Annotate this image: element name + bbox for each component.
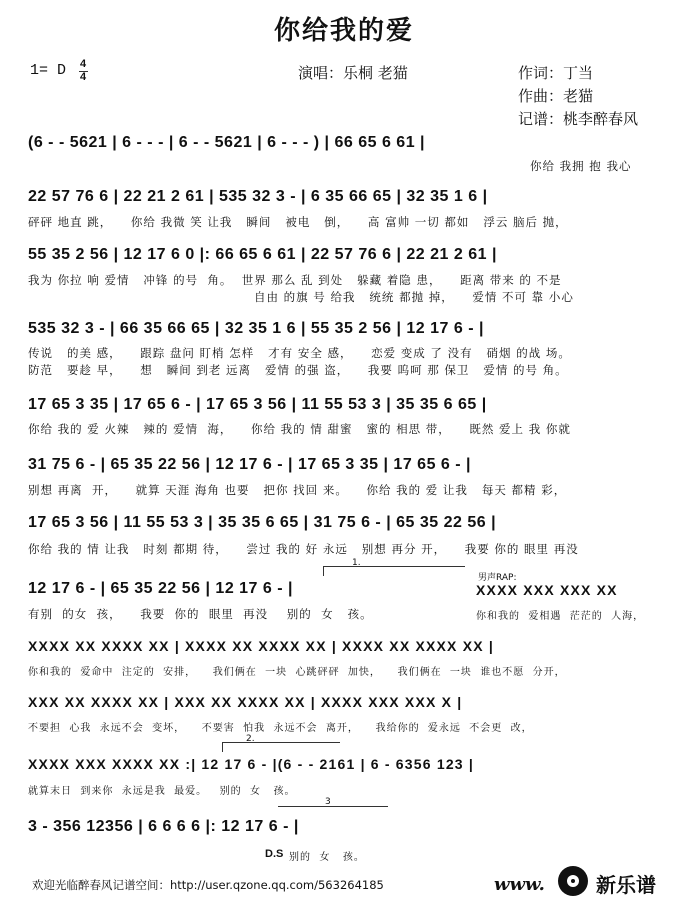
ds-marker: D.S (265, 848, 284, 860)
triplet-mark: 3 (325, 797, 331, 807)
score-row-12-lyrics: 别的 女 孩。 (289, 852, 365, 863)
score-row-7-notes: 17 65 3 56 | 11 55 53 3 | 35 35 6 65 | 31 75 6 - | 65 35 22 56 | (28, 514, 497, 531)
score-row-2-notes: 22 57 76 6 | 22 21 2 61 | 535 32 3 - | 6 35 66 65 | 32 35 1 6 | (28, 188, 488, 205)
composer-credit: 作曲：老猫 (518, 87, 594, 105)
score-row-6-notes: 31 75 6 - | 65 35 22 56 | 12 17 6 - | 17 65 3 35 | 17 65 6 - | (28, 456, 472, 473)
score-row-4-notes: 535 32 3 - | 66 35 66 65 | 32 35 1 6 | 55 35 2 56 | 12 17 6 - | (28, 320, 484, 337)
score-row-9-notes: XXXX XX XXXX XX | XXXX XX XXXX XX | XXXX XX XXXX XX | (28, 638, 494, 654)
score-row-10-notes: XXX XX XXXX XX | XXX XX XXXX XX | XXXX XXX XXX X | (28, 694, 463, 710)
transcriber-credit: 记谱：桃李醉春风 (518, 110, 639, 128)
score-row-1-lyrics: 你给 我拥 抱 我心 (530, 159, 632, 173)
score-row-11-lyrics: 就算末日 到来你 永远是我 最爱。 别的 女 孩。 (28, 786, 296, 797)
score-row-7-lyrics: 你给 我的 情 让我 时刻 都期 待， 尝过 我的 好 永远 别想 再分 开， 我要 你的 眼里 再没 (28, 542, 579, 556)
score-row-8-notes: 12 17 6 - | 65 35 22 56 | 12 17 6 - | (28, 580, 293, 597)
rap-row-1-notes: XXXX XXX XXX XX (476, 582, 618, 598)
time-signature-bottom: 4 (80, 71, 87, 83)
time-signature-top: 4 (80, 58, 87, 70)
rap-label: 男声RAP: (478, 573, 517, 583)
score-row-3-lyrics-2: 自由 的旗 号 给我 统统 都抛 掉， 爱情 不可 靠 小心 (254, 290, 574, 304)
footer-link[interactable]: 欢迎光临醉春风记谱空间：http://user.qzone.qq.com/563264185 (32, 878, 384, 892)
vinyl-record-icon (558, 866, 588, 896)
score-row-4-lyrics-1: 传说 的美 感， 跟踪 盘问 盯梢 怎样 才有 安全 感， 恋爱 变成 了 没有 硝烟 的战 场。 (28, 346, 571, 360)
score-row-1-notes: (6 - - 5621 | 6 - - - | 6 - - 5621 | 6 - - - ) | 66 65 6 61 | (28, 134, 426, 151)
lyricist-credit: 作词：丁当 (518, 64, 594, 82)
singer-credit: 演唱：乐桐 老猫 (298, 64, 408, 82)
score-row-3-notes: 55 35 2 56 | 12 17 6 0 |: 66 65 6 61 | 22 57 76 6 | 22 21 2 61 | (28, 246, 497, 263)
rap-row-1-lyrics: 你和我的 爱相遇 茫茫的 人海， (476, 611, 645, 622)
score-row-10-lyrics: 不要担 心我 永远不会 变坏， 不要害 怕我 永远不会 离开， 我给你的 爱永远 不会更 改， (28, 723, 533, 734)
score-row-8-lyrics: 有别 的女 孩， 我要 你的 眼里 再没 别的 女 孩。 (28, 607, 373, 621)
score-row-12-notes: 3 - 356 12356 | 6 6 6 6 |: 12 17 6 - | (28, 818, 299, 835)
score-row-4-lyrics-2: 防范 要趁 早， 想 瞬间 到老 远离 爱情 的强 盗， 我要 呜呵 那 保卫 爱情 的号 角。 (28, 363, 568, 377)
brand-logo-text: 新乐谱 (596, 873, 656, 897)
watermark: www. (494, 874, 545, 895)
score-row-5-lyrics: 你给 我的 爱 火辣 辣的 爱情 海， 你给 我的 情 甜蜜 蜜的 相思 带， 既然 爱上 我 你就 (28, 422, 571, 436)
score-row-5-notes: 17 65 3 35 | 17 65 6 - | 17 65 3 56 | 11 55 53 3 | 35 35 6 65 | (28, 396, 487, 413)
volta-2: 2. (246, 734, 255, 744)
score-row-3-lyrics-1: 我为 你拉 响 爱情 冲锋 的号 角。 世界 那么 乱 到处 躲藏 着隐 患， 距离 带来 的 不是 (28, 273, 562, 287)
key-signature: 1= D (30, 62, 67, 79)
song-title: 你给我的爱 (273, 16, 414, 46)
volta-1: 1. (352, 558, 361, 568)
score-row-11-notes: XXXX XXX XXXX XX :| 12 17 6 - |(6 - - 2161 | 6 - 6356 123 | (28, 756, 474, 772)
score-row-9-lyrics: 你和我的 爱命中 注定的 安排， 我们俩在 一块 心跳砰砰 加快， 我们俩在 一块 谁也不愿 分开， (28, 667, 566, 678)
score-row-2-lyrics: 砰砰 地直 跳， 你给 我微 笑 让我 瞬间 被电 倒， 高 富帅 一切 都如 浮云 脑后 抛， (28, 215, 568, 229)
score-row-6-lyrics: 别想 再离 开， 就算 天涯 海角 也要 把你 找回 来。 你给 我的 爱 让我 每天 都精 彩， (28, 483, 567, 497)
